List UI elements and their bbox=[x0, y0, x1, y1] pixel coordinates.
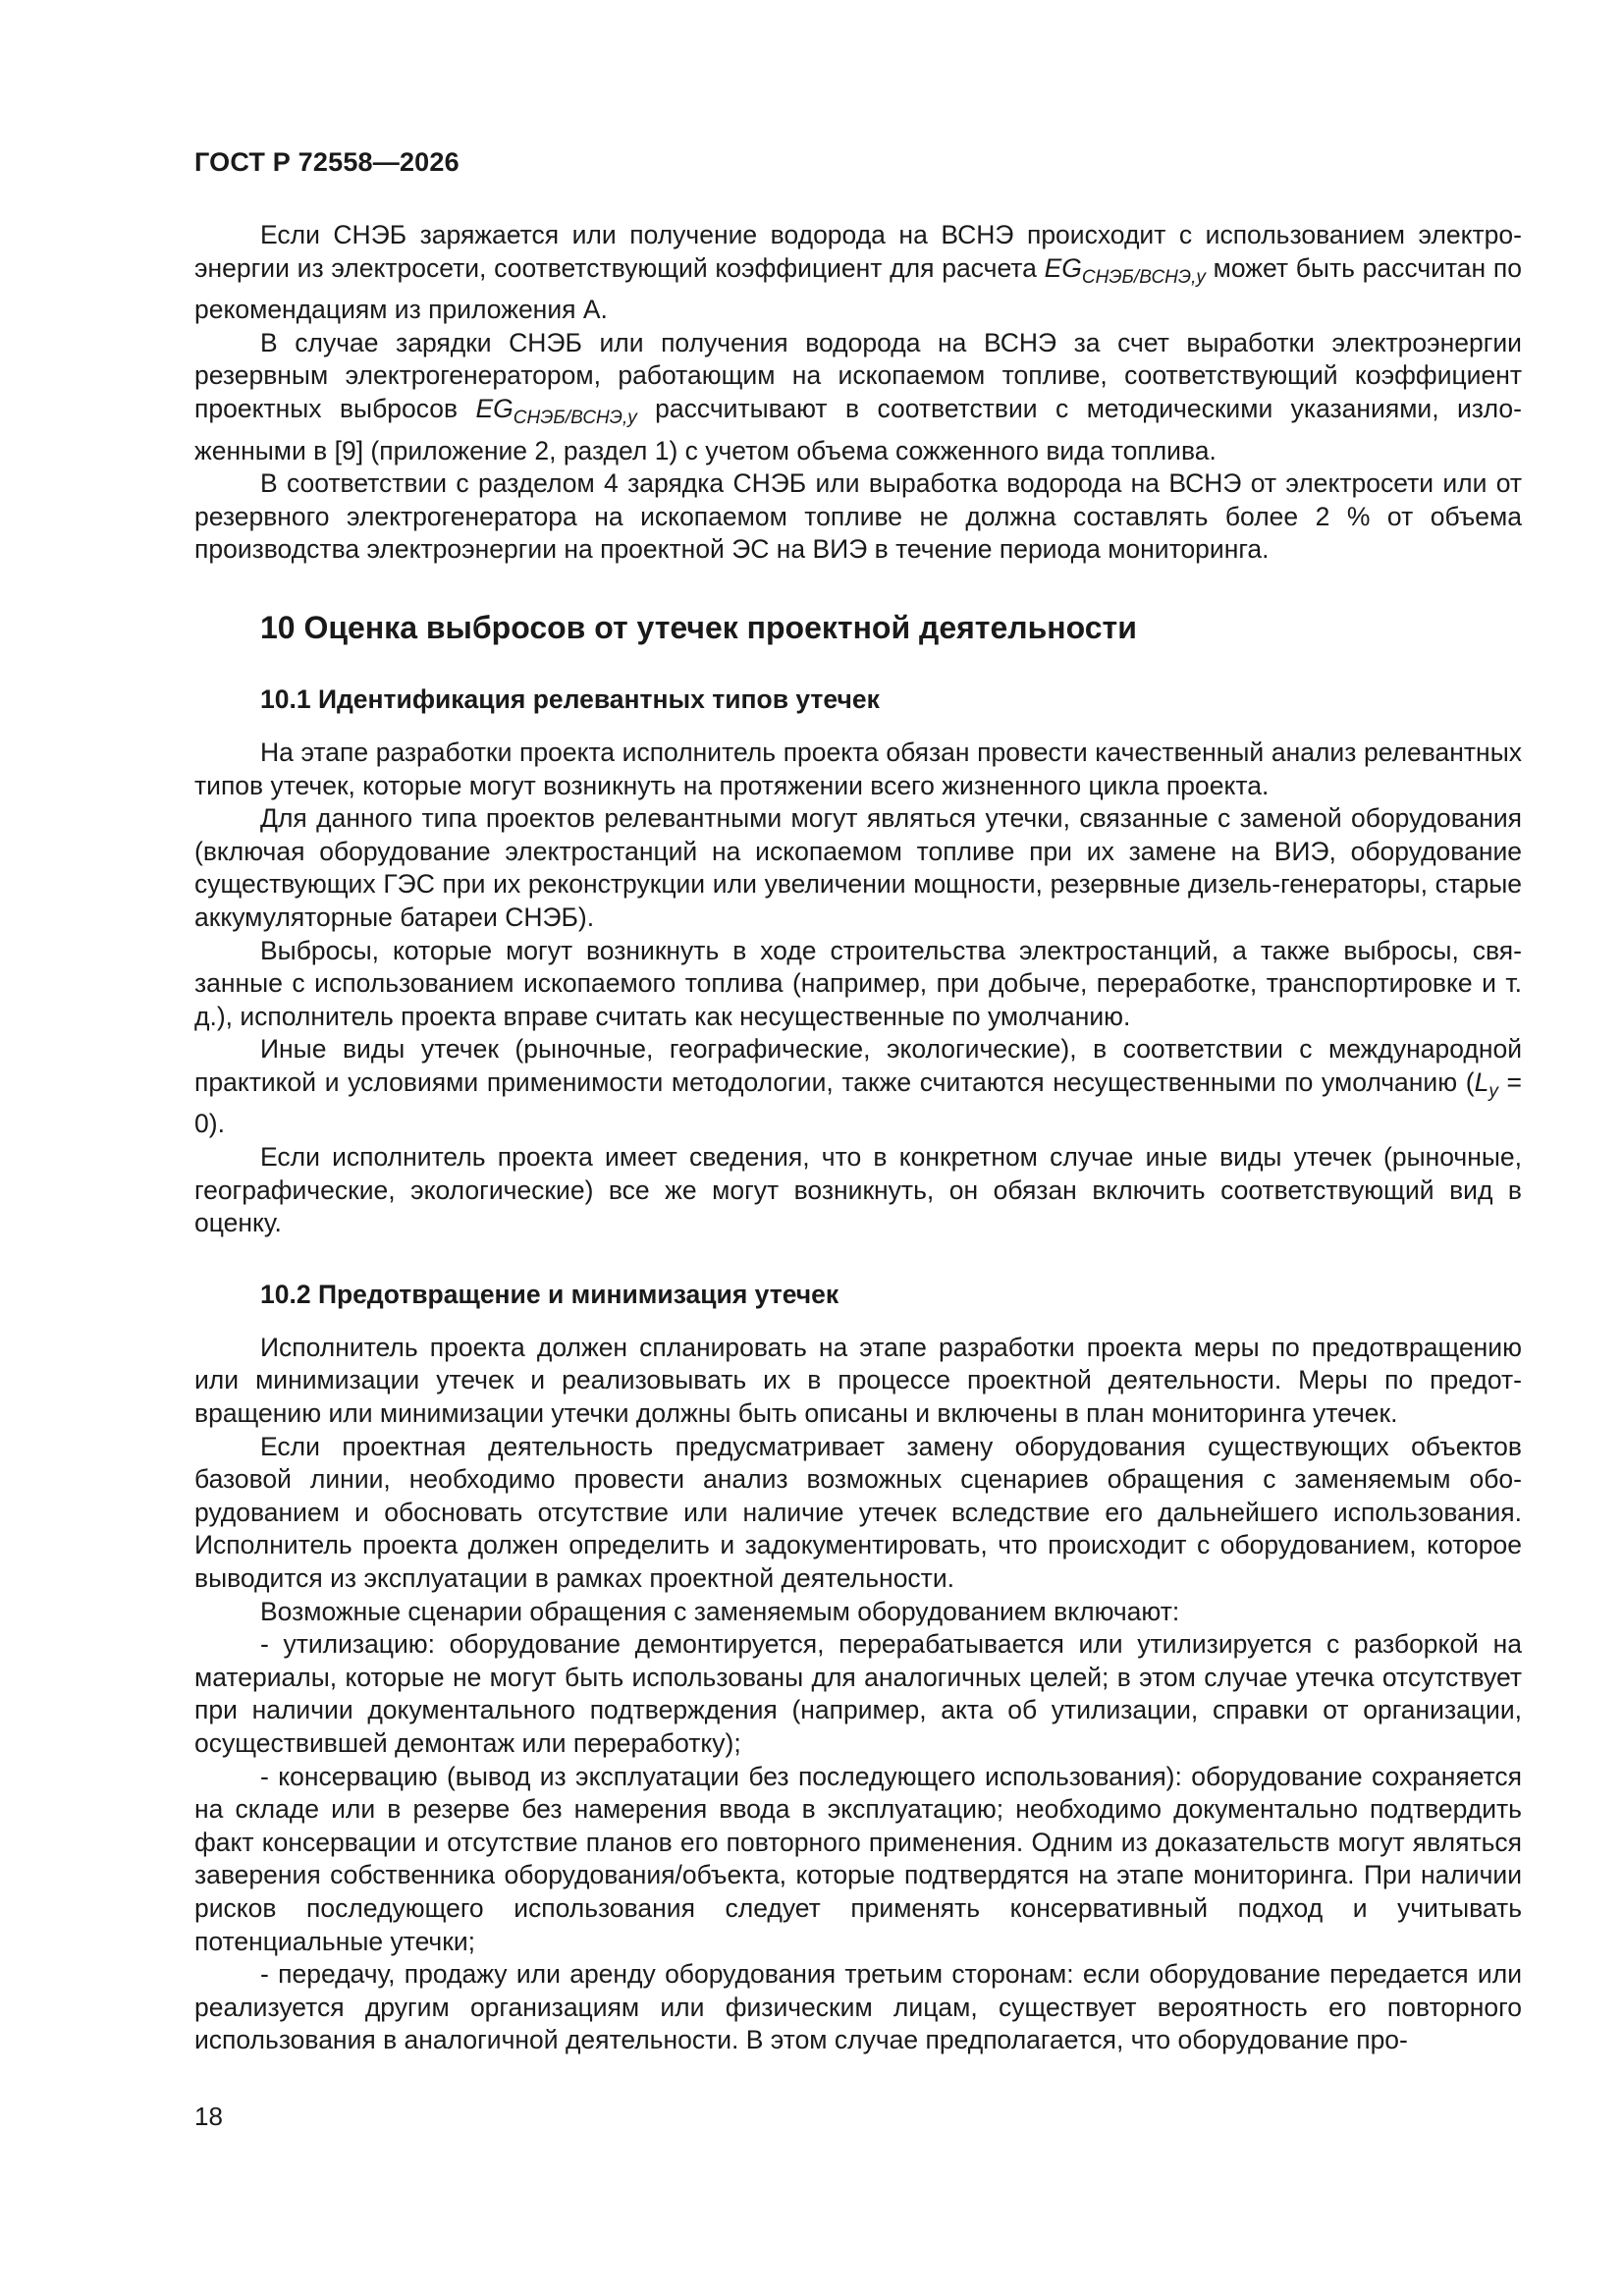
paragraph: Исполнитель проекта должен спланировать на этапе разработки проекта меры по предотвращению или минимизации утечек и реализовывать их в процессе проектной деятельности. Меры по предотвращению или минимизации утечки должны быть описаны и включены в план мониторинга утечек. bbox=[194, 1332, 1522, 1429]
formula-symbol: EG bbox=[1044, 252, 1082, 283]
formula-symbol: L bbox=[1474, 1066, 1489, 1097]
paragraph: На этапе разработки проекта исполнитель проекта обязан провести качественный анализ релевантных типов утечек, которые могут возникнуть на протяжении всего жизненного цикла проекта. bbox=[194, 737, 1522, 800]
paragraph: Выбросы, которые могут возникнуть в ходе строительства электростанций, а также выбросы, связанные с использованием ископаемого топлива (например, при добыче, переработке, транспортировке и т. д.), исполнитель проекта вправе считать как несущественные по умолчанию. bbox=[194, 935, 1522, 1031]
document-code-header: ГОСТ Р 72558—2026 bbox=[194, 147, 460, 177]
paragraph: Для данного типа проектов релевантными могут являться утечки, связанные с заменой оборудования (включая оборудование электростанций на ископаемом топливе при их замене на ВИЭ, оборудование существующих ГЭС при их реконструкции или увеличении мощности, резервные дизель-генераторы, старые аккумуляторные батареи СНЭБ). bbox=[194, 803, 1522, 932]
paragraph bbox=[194, 1033, 1522, 1141]
page-number: 18 bbox=[194, 2102, 223, 2131]
formula-subscript: СНЭБ/ВСНЭ,y bbox=[513, 407, 637, 428]
paragraph: Если проектная деятельность предусматривает замену оборудования существующих объектов базовой линии, необходимо провести анализ возможных сценариев обращения с заменяемым оборудованием и обосновать отсутствие или наличие утечек вследствие его дальнейшего использования. Исполнитель проекта должен определить и задокументировать, что происходит с оборудованием, которое выводится из эксплуатации в рамках проектной деятельности. bbox=[194, 1431, 1522, 1593]
formula-symbol: EG bbox=[475, 393, 514, 423]
text-run: рассчитывают в соответствии с методическими указаниями, изложенными в [9] (приложение 2, раздел 1) с учетом объема сожженного вида топлива. bbox=[194, 393, 1522, 465]
paragraph bbox=[194, 219, 1522, 327]
list-item: - передачу, продажу или аренду оборудования третьим сторонам: если оборудование передается или реализуется другим организациям или физическим лицам, существует вероятность его повторного использования в аналогичной деятельности. В этом случае предполагается, что оборудование про- bbox=[194, 1959, 1522, 2055]
paragraph: Если исполнитель проекта имеет сведения, что в конкретном случае иные виды утечек (рыночные, географические, экологические) все же могут возникнуть, он обязан включить соответствующий вид в оценку. bbox=[194, 1142, 1522, 1238]
text-run: Если СНЭБ заряжается или получение водорода на ВСНЭ происходит с использованием электроэнергии из электросети, соответствующий коэффициент для расчета bbox=[194, 220, 1522, 283]
paragraph bbox=[194, 327, 1522, 467]
subsection-heading: 10.1 Идентификация релевантных типов утечек bbox=[260, 683, 880, 714]
text-run: Иные виды утечек (рыночные, географические, экологические), в соответствии с международной практикой и условиями применимости методологии, также считаются несущественными по умолчанию ( bbox=[194, 1034, 1522, 1097]
formula-subscript: y bbox=[1488, 1080, 1498, 1102]
paragraph: Возможные сценарии обращения с заменяемым оборудованием включают: bbox=[260, 1596, 1180, 1626]
text-run: = 0). bbox=[194, 1066, 1522, 1139]
section-heading: 10 Оценка выбросов от утечек проектной деятельности bbox=[260, 609, 1137, 645]
list-item: - консервацию (вывод из эксплуатации без последующего использования): оборудование сохраняется на складе или в резерве без намерения ввода в эксплуатацию; необходимо документально подтвердить факт консервации и отсутствие планов его повторного применения. Одним из доказательств могут являться заверения собственника оборудования/объекта, которые подтвердятся на этапе мониторинга. При наличии рисков последующего использования следует применять консервативный подход и учитывать потенциальные утечки; bbox=[194, 1761, 1522, 1956]
paragraph: В соответствии с разделом 4 зарядка СНЭБ или выработка водорода на ВСНЭ от электросети или от резервного электрогенератора на ископаемом топливе не должна составлять более 2 % от объема производства электроэнергии на проектной ЭС на ВИЭ в течение периода мониторинга. bbox=[194, 468, 1522, 565]
text-run: может быть рассчитан по рекомендациям из приложения А. bbox=[194, 252, 1522, 325]
text-run: В случае зарядки СНЭБ или получения водорода на ВСНЭ за счет выработки электроэнергии резервным электрогенератором, работающим на ископаемом топливе, соответствующий коэффициент проектных выбросов bbox=[194, 327, 1522, 423]
page-content bbox=[194, 219, 1522, 2057]
formula-subscript: СНЭБ/ВСНЭ,y bbox=[1081, 266, 1206, 288]
list-item: - утилизацию: оборудование демонтируется, перерабатывается или утилизируется с разборкой на материалы, которые не могут быть использованы для аналогичных целей; в этом случае утечка отсутствует при наличии документального подтверждения (например, акта об утилизации, справки от организации, осуществившей демонтаж или переработку); bbox=[194, 1629, 1522, 1758]
subsection-heading: 10.2 Предотвращение и минимизация утечек bbox=[260, 1279, 839, 1309]
